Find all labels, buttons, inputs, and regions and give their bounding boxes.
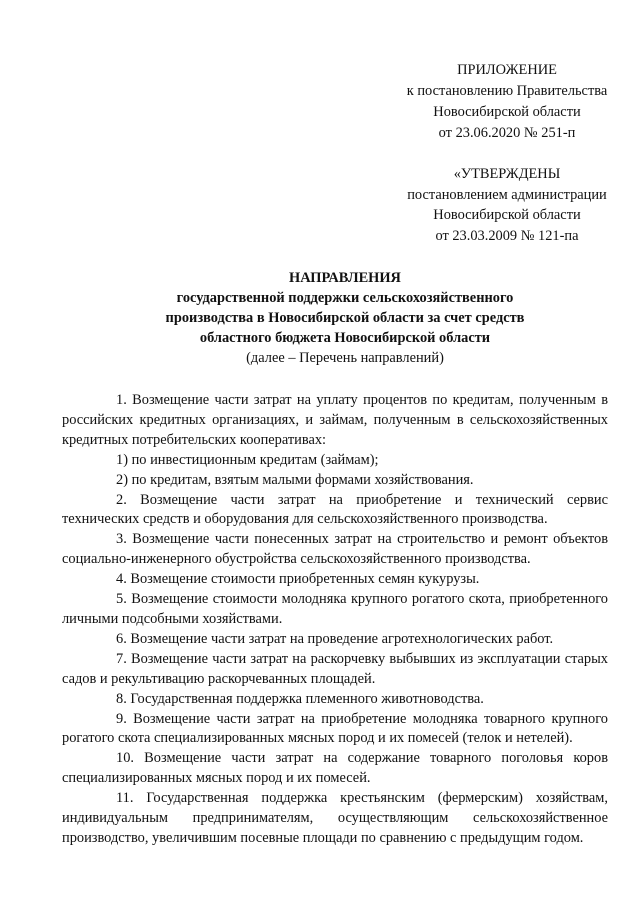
list-item: 11. Государственная поддержка крестьянским (фермерским) хозяйствам, индивидуальным предпринимателям, осуществляющим сельскохозяйственное производство, увеличившим посевные площади по сравнению с предыдущим годом. [62,790,608,846]
title-note: (далее – Перечень направлений) [246,350,444,366]
appendix-line-1: к постановлению Правительства [406,83,608,99]
approved-line-3: от 23.03.2009 № 121-па [435,227,579,244]
list-item: 7. Возмещение части затрат на раскорчевку выбывших из эксплуатации старых садов и рекультивацию раскорчеванных площадей. [62,650,608,687]
title-main: НАПРАВЛЕНИЯ [289,270,401,286]
list-item: 3. Возмещение части понесенных затрат на строительство и ремонт объектов социально-инженерного обустройства сельскохозяйственного производства. [62,531,608,568]
appendix-line-3: от 23.06.2020 № 251-п [438,125,576,141]
approved-block [396,164,618,246]
approved-line-1: постановлением администрации [407,186,607,203]
title-line-3: областного бюджета Новосибирской области [199,330,491,346]
approved-line-2: Новосибирской области [433,207,581,223]
list-item: 2) по кредитам, взятым малыми формами хозяйствования. [116,471,474,488]
appendix-line-2: Новосибирской области [433,104,581,120]
list-item: 5. Возмещение стоимости молодняка крупного рогатого скота, приобретенного личными подсобными хозяйствами. [62,591,608,627]
list-item: 10. Возмещение части затрат на содержание товарного поголовья коров специализированных мясных пород и их помесей. [62,750,608,787]
title-line-2: производства в Новосибирской области за счет средств [165,310,525,326]
title-line-1: государственной поддержки сельскохозяйственного [176,290,514,306]
list-item: 9. Возмещение части затрат на приобретение молодняка товарного крупного рогатого скота специализированных мясных пород и их помесей (телок и нетелей). [62,710,608,747]
list-item: 2. Возмещение части затрат на приобретение и технический сервис технических средств и оборудования для сельскохозяйственного производства. [62,491,608,528]
approved-heading: «УТВЕРЖДЕНЫ [453,166,561,182]
directions-list [62,391,608,849]
appendix-block [396,60,618,144]
appendix-heading: ПРИЛОЖЕНИЕ [457,62,557,78]
list-item: 4. Возмещение стоимости приобретенных семян кукурузы. [116,571,480,588]
list-item: 1) по инвестиционным кредитам (займам); [116,451,379,468]
list-item: 1. Возмещение части затрат на уплату процентов по кредитам, полученным в российских кредитных организациях, и займам, полученным в сельскохозяйственных кредитных потребительских кооперативах: [62,392,608,448]
document-title [60,268,630,368]
list-item: 6. Возмещение части затрат на проведение агротехнологических работ. [116,630,554,647]
list-item: 8. Государственная поддержка племенного животноводства. [116,690,484,707]
